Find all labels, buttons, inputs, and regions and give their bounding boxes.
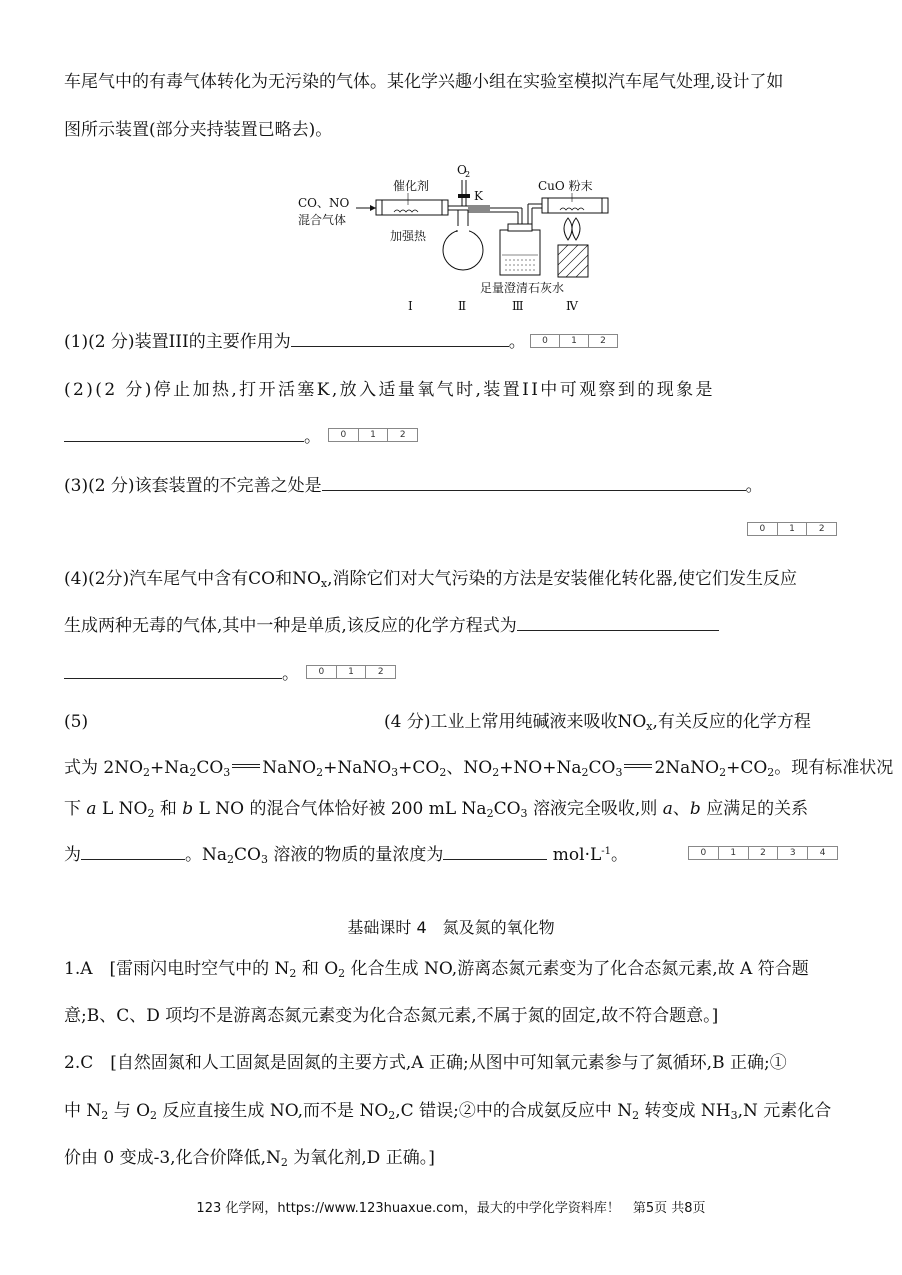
question-5-line-3: 下 a L $NO_2$ 和 b L NO 的混合气体恰好被 200 mL $Na_2CO_3$ 溶液完全吸收,则 a、b 应满足的关系 (64, 799, 809, 820)
answer-1-line-2: 意;B、C、D 项均不是游离态氮元素变为化合态氮元素,不属于氮的固定,故不符合题意。] (64, 1006, 719, 1026)
question-1: (1)(2 分)装置III的主要作用为 。 (64, 332, 526, 352)
question-3-text: (3)(2 分)该套装置的不完善之处是 (64, 476, 322, 496)
gas-in-label-2: 混合气体 (298, 213, 347, 227)
question-5-line-1: (4 分)工业上常用纯碱液来吸收$NO_x$,有关反应的化学方程 (384, 712, 811, 733)
question-4-line-2: 生成两种无毒的气体,其中一种是单质,该反应的化学方程式为 (64, 614, 719, 638)
question-3: (3)(2 分)该套装置的不完善之处是 。 (64, 476, 763, 496)
answer-2-line-1: 2.C [自然固氮和人工固氮是固氮的主要方式,A 正确;从图中可知氧元素参与了氮循环,B 正确;① (64, 1053, 787, 1073)
reaction-tube-4 (542, 198, 608, 213)
score-box-q4[interactable]: 0 1 2 (306, 665, 396, 679)
question-4-line-3: 。 (64, 662, 299, 686)
valve-k (458, 194, 470, 198)
question-4-line-1: (4)(2分)汽车尾气中含有CO和$NO_x$,消除它们对大气污染的方法是安装催化转化器,使它们发生反应 (64, 569, 797, 590)
answer-blank-3[interactable] (322, 474, 746, 491)
gas-in-label-1: CO、NO (298, 196, 350, 210)
question-5-number: (5) (64, 712, 89, 732)
question-2: (2)(2 分)停止加热,打开活塞K,放入适量氧气时,装置II中可观察到的现象是 (64, 380, 715, 400)
reaction-tube-1 (376, 200, 448, 215)
answer-2-line-2: 中 $N_2$ 与 $O_2$ 反应直接生成 NO,而不是 $NO_2,C$ 错误;②中的合成氨反应中 $N_2$ 转变成 $NH_3,N$ 元素化合 (64, 1101, 832, 1122)
catalyst-label: 催化剂 (393, 179, 430, 193)
answer-blank-1[interactable] (291, 330, 509, 347)
answer-blank-5b[interactable] (443, 843, 547, 860)
answer-2-line-3: 价由 0 变成-3,化合价降低$,N_2$ 为氧化剂,D 正确。] (64, 1148, 435, 1169)
limewater-label: 足量澄清石灰水 (480, 281, 565, 295)
o2-label: O (457, 163, 467, 177)
answer-1-line-1: 1.A [雷雨闪电时空气中的 $N_2$ 和 $O_2$ 化合生成 NO,游离态氮元素变为了化合态氮元素,故 A 符合题 (64, 959, 809, 980)
section-title: 基础课时 4 氮及氮的氧化物 (347, 918, 555, 937)
page-footer: 123 化学网，https://www.123huaxue.com，最大的中学化学资料库！ 第5页 共8页 (196, 1201, 706, 1216)
question-1-text: (1)(2 分)装置III的主要作用为 (64, 332, 291, 352)
score-box-q3[interactable]: 0 1 2 (747, 522, 837, 536)
apparatus-diagram (290, 160, 620, 315)
score-box-q2[interactable]: 0 1 2 (328, 428, 418, 442)
label-III: Ⅲ (512, 299, 524, 313)
question-5-line-2: 式为 $2NO_2+Na_2CO_3$ $NaNO_2+NaNO_3+CO_2$、$NO_2+NO+Na_2CO_3$ $2NaNO_2+CO_2$。现有标准状况 (64, 758, 894, 779)
answer-blank-2[interactable] (64, 425, 304, 442)
label-IV: Ⅳ (566, 299, 578, 313)
question-5-line-4: 为 。$Na_2CO_3$ 溶液的物质的量浓度为 $mol\cdot L^{-1}$。 (64, 845, 629, 866)
label-II: Ⅱ (458, 299, 467, 313)
answer-blank-4a[interactable] (517, 614, 719, 631)
flask-2 (443, 230, 483, 270)
question-2-cont: 。 (64, 425, 321, 449)
o2-subscript: 2 (465, 170, 471, 179)
heat-label: 加强热 (390, 229, 427, 243)
label-I: Ⅰ (408, 299, 413, 313)
bottle-3 (500, 230, 540, 275)
score-box-q1[interactable]: 0 1 2 (530, 334, 618, 348)
valve-label: K (474, 189, 483, 203)
score-box-q5[interactable]: 0 1 2 3 4 (688, 846, 838, 860)
intro-line-2: 图所示装置(部分夹持装置已略去)。 (64, 120, 333, 140)
intro-line-1: 车尾气中的有毒气体转化为无污染的气体。某化学兴趣小组在实验室模拟汽车尾气处理,设计了如 (64, 72, 784, 92)
answer-blank-4b[interactable] (64, 662, 282, 679)
answer-blank-5a[interactable] (81, 843, 185, 860)
cuo-label: CuO 粉末 (538, 179, 593, 193)
